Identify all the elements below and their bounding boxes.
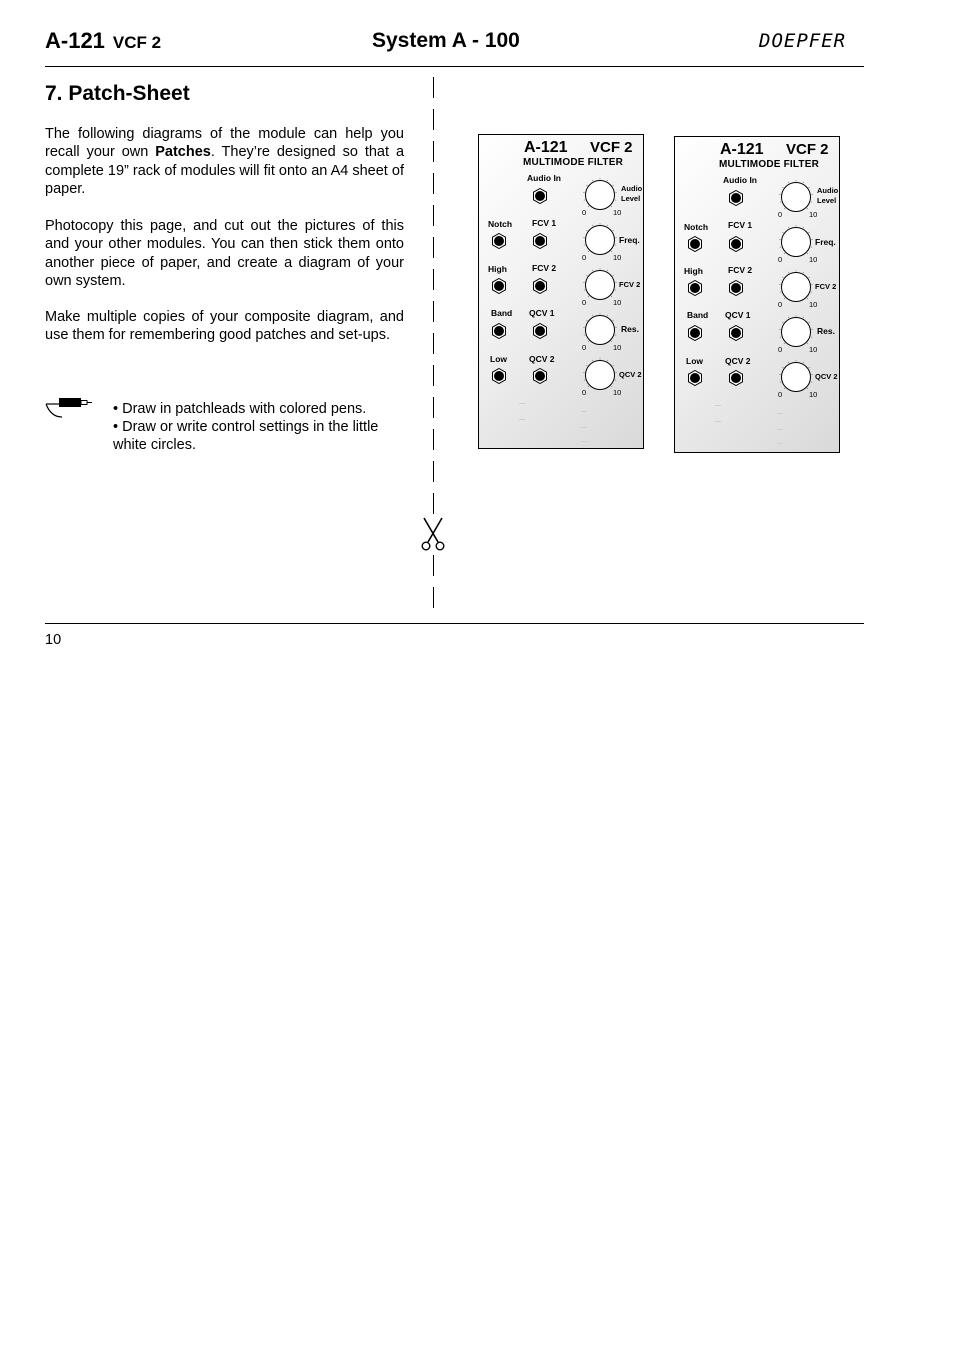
jack-socket-icon[interactable] bbox=[728, 370, 744, 386]
label-band: Band bbox=[491, 308, 513, 318]
jack-socket-icon[interactable] bbox=[687, 370, 703, 386]
module-subtitle: MULTIMODE FILTER bbox=[523, 157, 624, 168]
jack-socket-icon[interactable] bbox=[687, 280, 703, 296]
knob-icon[interactable] bbox=[583, 178, 617, 212]
cut-line-dash bbox=[433, 173, 434, 194]
module-title: A-121 bbox=[524, 139, 568, 156]
scale-min: 0 bbox=[778, 255, 783, 264]
label-low: Low bbox=[686, 356, 703, 366]
label-qcv2-knob: QCV 2 bbox=[815, 372, 838, 381]
panel-mark bbox=[777, 429, 783, 430]
jack-socket-icon[interactable] bbox=[532, 323, 548, 339]
label-audio-in: Audio In bbox=[527, 173, 561, 183]
scale-min: 0 bbox=[582, 388, 587, 397]
scale-min: 0 bbox=[582, 208, 587, 217]
panel-mark bbox=[581, 427, 587, 428]
label-audio: Audio bbox=[621, 184, 643, 193]
scale-max: 10 bbox=[613, 343, 622, 352]
tip-control-settings: • Draw or write control settings in the little white circles. bbox=[113, 419, 379, 454]
cut-line-dash bbox=[433, 333, 434, 354]
knob-icon[interactable] bbox=[779, 315, 813, 349]
label-audio-level bbox=[817, 186, 838, 206]
tip-patchleads: • Draw in patchleads with colored pens. bbox=[113, 401, 367, 417]
label-res: Res. bbox=[817, 326, 835, 336]
label-level: Level bbox=[817, 196, 837, 205]
scale-max: 10 bbox=[809, 210, 818, 219]
header-rule bbox=[45, 66, 864, 67]
cut-line-dash bbox=[433, 237, 434, 258]
scale-max: 10 bbox=[809, 390, 818, 399]
header-model bbox=[45, 28, 161, 54]
knob-icon[interactable] bbox=[779, 180, 813, 214]
scale-max: 10 bbox=[613, 253, 622, 262]
cut-line-dash bbox=[433, 301, 434, 322]
module-title: A-121 bbox=[720, 141, 764, 158]
panel-mark bbox=[519, 419, 525, 420]
cut-line-dash bbox=[433, 205, 434, 226]
jack-socket-icon[interactable] bbox=[687, 236, 703, 252]
scissors-icon bbox=[418, 516, 448, 554]
knob-icon[interactable] bbox=[583, 268, 617, 302]
label-fcv2: FCV 2 bbox=[532, 263, 557, 273]
cut-line-dash bbox=[433, 461, 434, 482]
label-audio-in: Audio In bbox=[723, 175, 757, 185]
label-qcv2-knob: QCV 2 bbox=[619, 370, 642, 379]
label-qcv1: QCV 1 bbox=[529, 308, 555, 318]
jack-socket-icon[interactable] bbox=[532, 278, 548, 294]
label-audio-level bbox=[621, 184, 642, 204]
scale-min: 0 bbox=[582, 253, 587, 262]
paragraph-photocopy: Photocopy this page, and cut out the pictures of this and your other modules. You can then stick them onto another piece of paper, and create a diagram of your own system. bbox=[45, 218, 404, 289]
knob-icon[interactable] bbox=[583, 223, 617, 257]
section-title: 7. Patch-Sheet bbox=[45, 82, 190, 105]
jack-socket-icon[interactable] bbox=[532, 233, 548, 249]
panel-mark bbox=[715, 421, 721, 422]
label-low: Low bbox=[490, 354, 507, 364]
header-model-sub: VCF 2 bbox=[112, 33, 162, 52]
module-title-vcf: VCF 2 bbox=[590, 139, 633, 156]
header-model-title: A-121 bbox=[45, 28, 105, 53]
jack-socket-icon[interactable] bbox=[728, 190, 744, 206]
jack-socket-icon[interactable] bbox=[532, 188, 548, 204]
knob-icon[interactable] bbox=[779, 270, 813, 304]
panel-mark bbox=[581, 411, 587, 412]
label-level: Level bbox=[621, 194, 641, 203]
paragraph-intro-text-end: . They’re designed so that a complete 19” rack of modules will fit onto an A4 sheet of paper. bbox=[45, 144, 405, 197]
page-number: 10 bbox=[45, 632, 62, 648]
jack-socket-icon[interactable] bbox=[491, 278, 507, 294]
jack-socket-icon[interactable] bbox=[491, 323, 507, 339]
jack-socket-icon[interactable] bbox=[728, 325, 744, 341]
panel-mark bbox=[519, 403, 525, 404]
label-audio: Audio bbox=[817, 186, 839, 195]
cut-line-dash bbox=[433, 397, 434, 418]
pen-icon bbox=[45, 396, 93, 422]
paragraph-intro-bold: Patches bbox=[155, 144, 211, 161]
scale-max: 10 bbox=[613, 298, 622, 307]
cut-line-dash bbox=[433, 493, 434, 514]
cut-line-dash bbox=[433, 109, 434, 130]
knob-icon[interactable] bbox=[779, 225, 813, 259]
label-band: Band bbox=[687, 310, 709, 320]
header-system: System A - 100 bbox=[372, 29, 520, 52]
label-notch: Notch bbox=[684, 222, 709, 232]
brand-logo: DOEPFER bbox=[759, 30, 847, 52]
cut-line-dash bbox=[433, 365, 434, 386]
scale-min: 0 bbox=[778, 390, 783, 399]
label-qcv1: QCV 1 bbox=[725, 310, 751, 320]
cut-line-dash bbox=[433, 269, 434, 290]
panel-mark bbox=[777, 413, 783, 414]
label-freq: Freq. bbox=[619, 235, 640, 245]
module-panel-1 bbox=[478, 134, 644, 449]
panel-mark bbox=[777, 443, 783, 444]
label-fcv2-knob: FCV 2 bbox=[815, 282, 837, 291]
knob-icon[interactable] bbox=[779, 360, 813, 394]
scale-max: 10 bbox=[809, 345, 818, 354]
cut-line-dash bbox=[433, 77, 434, 98]
label-res: Res. bbox=[621, 324, 639, 334]
jack-socket-icon[interactable] bbox=[491, 233, 507, 249]
label-freq: Freq. bbox=[815, 237, 836, 247]
module-panel-2 bbox=[674, 136, 840, 453]
scale-max: 10 bbox=[613, 208, 622, 217]
scale-max: 10 bbox=[613, 388, 622, 397]
jack-socket-icon[interactable] bbox=[728, 280, 744, 296]
tips-list bbox=[113, 400, 413, 455]
label-notch: Notch bbox=[488, 219, 513, 229]
cut-line-dash bbox=[433, 587, 434, 608]
jack-socket-icon[interactable] bbox=[532, 368, 548, 384]
module-subtitle: MULTIMODE FILTER bbox=[719, 159, 820, 170]
paragraph-copies: Make multiple copies of your composite diagram, and use them for remembering good patches and set-ups. bbox=[45, 309, 404, 344]
label-fcv2: FCV 2 bbox=[728, 265, 753, 275]
footer-rule bbox=[45, 623, 864, 624]
scale-max: 10 bbox=[809, 300, 818, 309]
paragraph-intro-text: The following diagrams of the module can help you recall your own bbox=[45, 126, 404, 161]
panel-mark bbox=[581, 441, 587, 442]
label-high: High bbox=[488, 264, 507, 274]
label-qcv2: QCV 2 bbox=[529, 354, 555, 364]
knob-icon[interactable] bbox=[583, 313, 617, 347]
scale-min: 0 bbox=[582, 298, 587, 307]
scale-min: 0 bbox=[778, 210, 783, 219]
label-fcv1: FCV 1 bbox=[728, 220, 753, 230]
scale-min: 0 bbox=[582, 343, 587, 352]
jack-socket-icon[interactable] bbox=[728, 236, 744, 252]
label-fcv1: FCV 1 bbox=[532, 218, 557, 228]
cut-line-dash bbox=[433, 555, 434, 576]
cut-line-dash bbox=[433, 429, 434, 450]
jack-socket-icon[interactable] bbox=[687, 325, 703, 341]
cut-line-dash bbox=[433, 141, 434, 162]
scale-min: 0 bbox=[778, 345, 783, 354]
label-high: High bbox=[684, 266, 703, 276]
module-title-vcf: VCF 2 bbox=[786, 141, 829, 158]
panel-mark bbox=[715, 405, 721, 406]
label-qcv2: QCV 2 bbox=[725, 356, 751, 366]
scale-min: 0 bbox=[778, 300, 783, 309]
jack-socket-icon[interactable] bbox=[491, 368, 507, 384]
label-fcv2-knob: FCV 2 bbox=[619, 280, 641, 289]
scale-max: 10 bbox=[809, 255, 818, 264]
knob-icon[interactable] bbox=[583, 358, 617, 392]
paragraph-intro bbox=[45, 125, 404, 198]
